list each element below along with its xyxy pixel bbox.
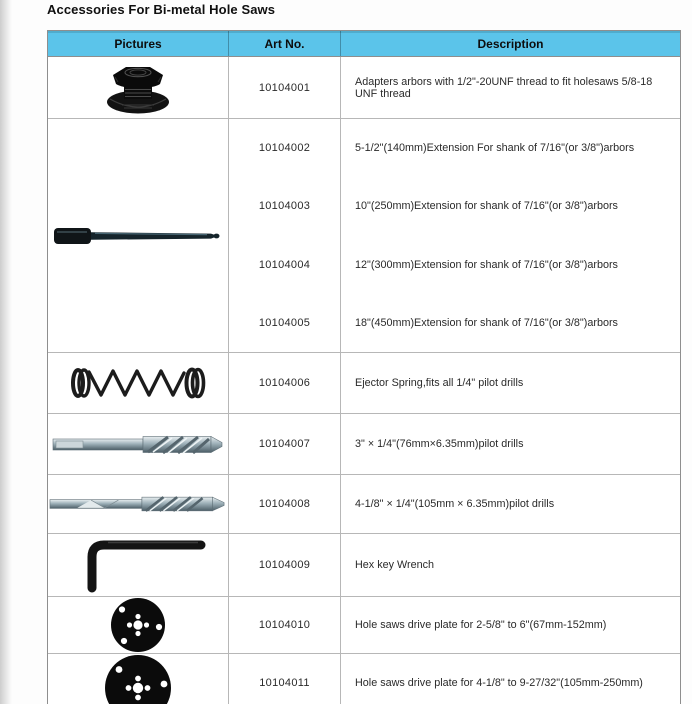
description: 10"(250mm)Extension for shank of 7/16"(or 3/8")arbors [340,177,680,235]
table-row [48,475,680,534]
header-description: Description [340,31,680,56]
art-no: 10104007 [228,414,340,474]
art-no: 10104005 [228,294,340,352]
description: Ejector Spring,fits all 1/4" pilot drills [340,353,680,413]
art-no: 10104002 [228,119,340,177]
art-no: 10104008 [228,475,340,533]
hex-key-wrench-image [68,536,208,594]
picture-cell [48,597,228,653]
table-row [228,119,680,177]
picture-cell [48,475,228,533]
table-row-group-extensions [48,119,680,353]
art-no: 10104011 [228,654,340,704]
table-row [228,294,680,352]
description: 12"(300mm)Extension for shank of 7/16"(or 3/8")arbors [340,236,680,294]
description: 4-1/8" × 1/4"(105mm × 6.35mm)pilot drills [340,475,680,533]
picture-cell [48,119,228,352]
table-header-row [48,31,680,57]
table-row [228,236,680,294]
art-no: 10104003 [228,177,340,235]
extension-bar-image [53,223,223,249]
picture-cell [48,57,228,118]
table-row [48,57,680,119]
table-row [48,353,680,414]
picture-cell [48,353,228,413]
page-title: Accessories For Bi-metal Hole Saws [47,2,276,17]
description: 18"(450mm)Extension for shank of 7/16"(or 3/8")arbors [340,294,680,352]
picture-cell [48,414,228,474]
picture-cell [48,534,228,596]
description: 5-1/2"(140mm)Extension For shank of 7/16"(or 3/8")arbors [340,119,680,177]
table-row [48,597,680,654]
header-pictures: Pictures [114,36,162,51]
header-art-no: Art No. [228,31,340,56]
art-no: 10104009 [228,534,340,596]
description: 3" × 1/4"(76mm×6.35mm)pilot drills [340,414,680,474]
drive-plate-small-image [102,597,174,653]
table-row [48,534,680,597]
description: Adapters arbors with 1/2"-20UNF thread to fit holesaws 5/8-18 UNF thread [340,57,680,118]
extension-entries [228,119,680,352]
art-no: 10104004 [228,236,340,294]
table-row [48,414,680,475]
pilot-drill-4in-image [48,490,228,518]
art-no: 10104010 [228,597,340,653]
description: Hex key Wrench [340,534,680,596]
description: Hole saws drive plate for 2-5/8" to 6"(67mm-152mm) [340,597,680,653]
accessories-table [47,30,681,704]
pilot-drill-3in-image [51,426,225,462]
table-row [48,654,680,704]
ejector-spring-image [63,360,213,406]
drive-plate-large-image [97,655,179,704]
adapter-arbor-image [96,61,180,115]
description: Hole saws drive plate for 4-1/8" to 9-27/32"(105mm-250mm) [340,654,680,704]
table-row [228,177,680,235]
picture-cell [48,654,228,704]
art-no: 10104006 [228,353,340,413]
scan-edge-shadow [0,0,12,704]
art-no: 10104001 [228,57,340,118]
